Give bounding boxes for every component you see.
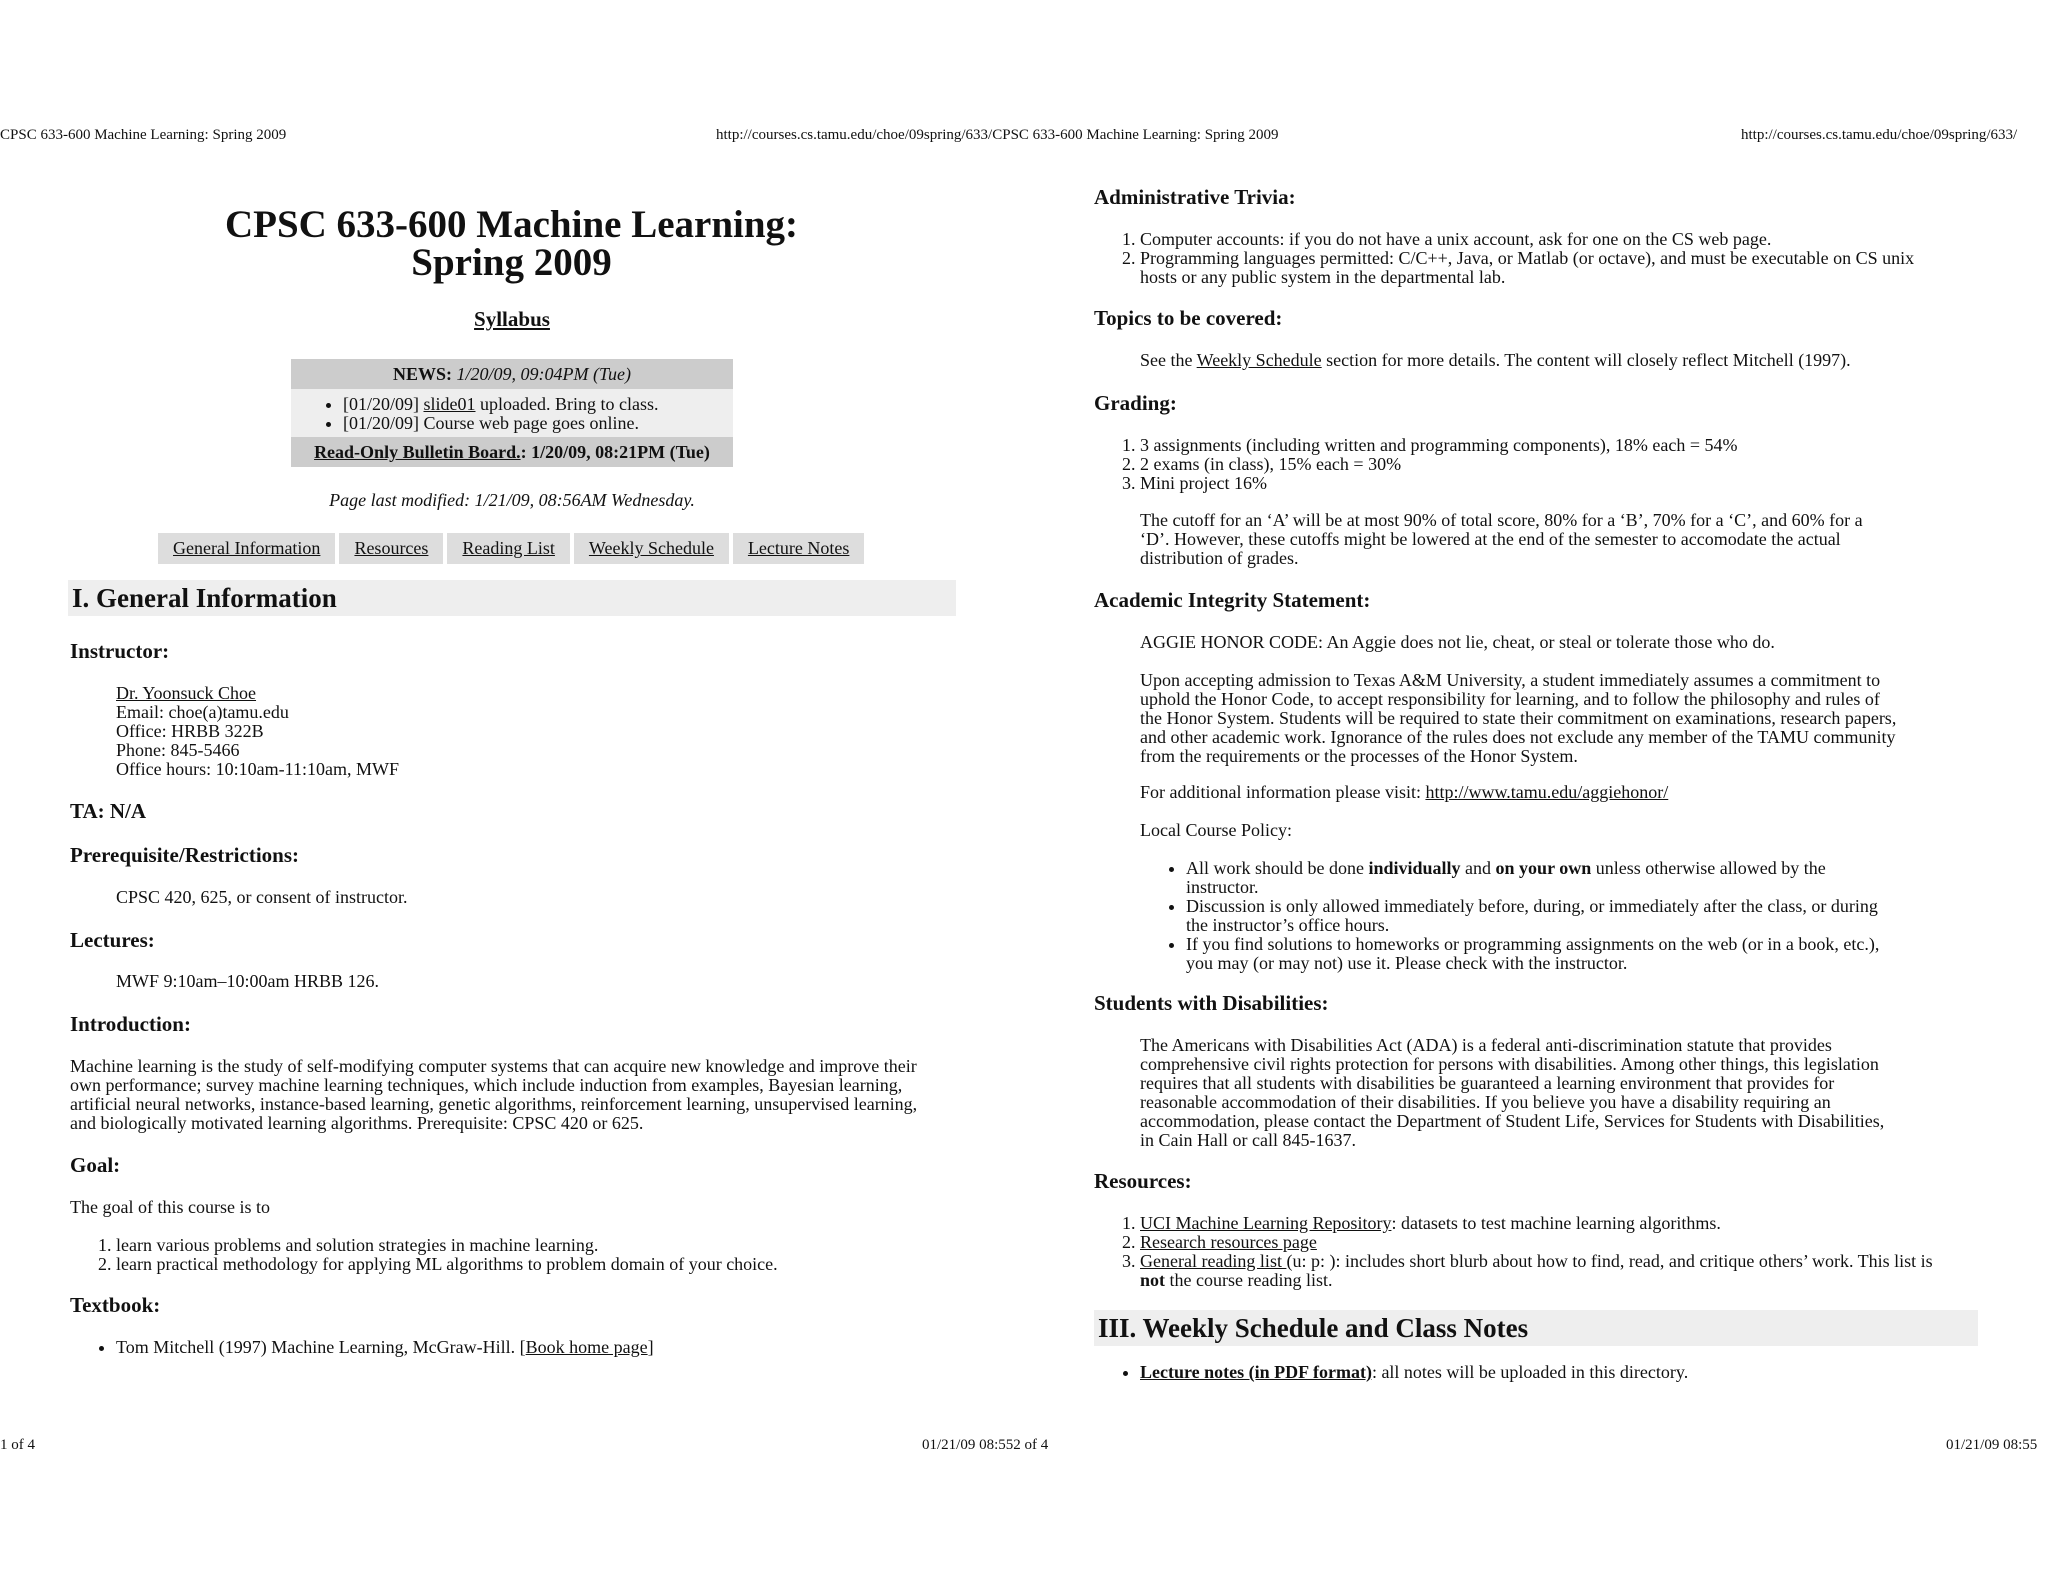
title-line-2: Spring 2009 [411, 241, 612, 284]
resource-item [1140, 1233, 1933, 1252]
news-item [343, 395, 733, 414]
disabilities-line: requires that all students with disabilities be guaranteed a learning environment that provides for [1140, 1073, 1835, 1093]
textbook-close: ] [647, 1337, 654, 1357]
policy-text: If you find solutions to homeworks or programming assignments on the web (or in a book, etc.), [1186, 934, 1880, 954]
weekly-item [1140, 1363, 1688, 1382]
goal-label: Goal: [70, 1153, 121, 1177]
section-weekly-schedule: III. Weekly Schedule and Class Notes [1094, 1310, 1978, 1346]
header-left-title: CPSC 633-600 Machine Learning: Spring 2009 [0, 127, 287, 143]
integrity-line: Upon accepting admission to Texas A&M University, a student immediately assumes a commitment to [1140, 670, 1881, 690]
tab-resources[interactable]: Resources [339, 533, 443, 564]
textbook-item [116, 1338, 654, 1357]
grading-item: 2. 2 exams (in class), 15% each = 30% [1140, 455, 1738, 474]
ta-label: TA: N/A [70, 799, 147, 823]
disabilities-line: accommodation, please contact the Department of Student Life, Services for Students with Disabilities, [1140, 1111, 1885, 1131]
instructor-hours: Office hours: 10:10am-11:10am, MWF [116, 759, 399, 779]
research-resources-link[interactable]: Research resources page [1140, 1232, 1317, 1252]
integrity-paragraph [1140, 671, 1896, 766]
resource-text: the course reading list. [1165, 1270, 1333, 1290]
disabilities-line: comprehensive civil rights protection for persons with disabilities. Among other things, this legislation [1140, 1054, 1879, 1074]
tab-general-information[interactable]: General Information [158, 533, 335, 564]
instructor-phone: Phone: 845-5466 [116, 740, 240, 760]
grading-cutoff-line: distribution of grades. [1140, 548, 1299, 568]
nav-tabs [158, 533, 868, 564]
resource-bold: not [1140, 1270, 1166, 1290]
syllabus-link[interactable]: Syllabus [474, 307, 550, 331]
policy-item [1186, 859, 1879, 897]
introduction-line: own performance; survey machine learning techniques, which include induction from examples, Bayesian learning, [70, 1075, 903, 1095]
admin-trivia-label: Administrative Trivia: [1094, 185, 1296, 209]
textbook-list [70, 1338, 654, 1357]
footer-page-2: 2 of 4 [1013, 1437, 1049, 1453]
policy-text: unless otherwise allowed by the [1591, 858, 1826, 878]
header-right-title: CPSC 633-600 Machine Learning: Spring 2009 [992, 127, 1279, 143]
lecture-notes-link[interactable]: Lecture notes (in PDF format) [1140, 1362, 1372, 1382]
instructor-name-link[interactable]: Dr. Yoonsuck Choe [116, 683, 257, 703]
grading-label: Grading: [1094, 391, 1177, 415]
resource-item [1140, 1252, 1933, 1290]
disabilities-line: in Cain Hall or call 845-1637. [1140, 1130, 1356, 1150]
page-2 [1024, 0, 2048, 1582]
disabilities-label: Students with Disabilities: [1094, 991, 1329, 1015]
goal-intro: The goal of this course is to [70, 1197, 270, 1217]
instructor-label: Instructor: [70, 639, 170, 663]
news-date: 1/20/09, 09:04PM (Tue) [456, 364, 631, 384]
trivia-item [1140, 249, 1914, 287]
integrity-line: the Honor System. Students will be required to state their commitment on examinations, research papers, [1140, 708, 1897, 728]
grading-list [1094, 436, 1738, 493]
news-header [291, 359, 733, 389]
policy-bold: individually [1368, 858, 1461, 878]
disabilities-line: The Americans with Disabilities Act (ADA) is a federal anti-discrimination statute that provides [1140, 1035, 1832, 1055]
tab-lecture-notes[interactable]: Lecture Notes [733, 533, 864, 564]
integrity-line: and other academic work. Ignorance of the rules does not exclude any member of the TAMU community [1140, 727, 1896, 747]
news-item [343, 414, 733, 433]
bulletin-board-date: : 1/20/09, 08:21PM (Tue) [520, 442, 710, 462]
policy-bold: on your own [1495, 858, 1592, 878]
policy-label: Local Course Policy: [1140, 820, 1292, 840]
section-general-information: I. General Information [68, 580, 956, 616]
grading-cutoff-line: The cutoff for an ‘A’ will be at most 90% of total score, 80% for a ‘B’, 70% for a ‘C’, and 60% for a [1140, 510, 1863, 530]
integrity-label: Academic Integrity Statement: [1094, 588, 1371, 612]
topics-post: section for more details. The content will closely reflect Mitchell (1997). [1321, 350, 1851, 370]
trivia-item-continued: hosts or any public system in the departmental lab. [1140, 267, 1506, 287]
footer-page-1: 1 of 4 [0, 1437, 35, 1453]
news-box [291, 359, 733, 467]
grading-cutoff-line: ‘D’. However, these cutoffs might be lowered at the end of the semester to accomodate the actual [1140, 529, 1841, 549]
lectures-label: Lectures: [70, 928, 155, 952]
policy-text: All work should be done [1186, 858, 1369, 878]
resources-label: Resources: [1094, 1169, 1192, 1193]
weekly-list [1094, 1363, 1688, 1382]
honor-code: AGGIE HONOR CODE: An Aggie does not lie, cheat, or steal or tolerate those who do. [1140, 632, 1775, 652]
topics-label: Topics to be covered: [1094, 306, 1283, 330]
footer-datetime-2: 01/21/09 08:55 [1946, 1437, 2038, 1453]
disabilities-text [1140, 1036, 1884, 1150]
instructor-email: Email: choe(a)tamu.edu [116, 702, 289, 722]
news-item-date: [01/20/09] [343, 413, 419, 433]
bulletin-board [291, 437, 733, 467]
slide01-link[interactable]: slide01 [423, 394, 476, 414]
tab-weekly-schedule[interactable]: Weekly Schedule [574, 533, 729, 564]
aggiehonor-link[interactable]: http://www.tamu.edu/aggiehonor/ [1425, 782, 1669, 802]
instructor-office: Office: HRBB 322B [116, 721, 264, 741]
news-label: NEWS: [393, 364, 453, 384]
footer-middle [922, 1436, 1048, 1455]
introduction-text [70, 1057, 917, 1133]
general-reading-list-link[interactable]: General reading list [1140, 1251, 1287, 1271]
introduction-line: artificial neural networks, instance-based learning, genetic algorithms, reinforcement learning, unsupervised learning, [70, 1094, 918, 1114]
header-url-2: http://courses.cs.tamu.edu/choe/09spring/633/ [1741, 127, 2018, 143]
title-line-1: CPSC 633-600 Machine Learning: [224, 203, 799, 246]
policy-text: Discussion is only allowed immediately before, during, or immediately after the class, or during [1186, 896, 1878, 916]
textbook-text: Tom Mitchell (1997) Machine Learning, McGraw-Hill. [ [116, 1337, 526, 1357]
policy-text: instructor. [1186, 877, 1259, 897]
resource-item [1140, 1214, 1933, 1233]
grading-item: 3. Mini project 16% [1140, 474, 1738, 493]
integrity-line: from the requirements or the processes of the Honor System. [1140, 746, 1578, 766]
grading-cutoff [1140, 511, 1863, 568]
bulletin-board-link[interactable]: Read-Only Bulletin Board. [314, 442, 521, 462]
grading-item: 1. 3 assignments (including written and programming components), 18% each = 54% [1140, 436, 1738, 455]
introduction-label: Introduction: [70, 1012, 191, 1036]
page-title [70, 203, 953, 284]
policy-item [1186, 897, 1879, 935]
weekly-text: : all notes will be uploaded in this directory. [1371, 1362, 1689, 1382]
weekly-schedule-link[interactable]: Weekly Schedule [1196, 350, 1322, 370]
introduction-line: Machine learning is the study of self-modifying computer systems that can acquire new knowledge and improve their [70, 1056, 917, 1076]
last-modified: Page last modified: 1/21/09, 08:56AM Wednesday. [329, 490, 695, 510]
tab-reading-list[interactable]: Reading List [447, 533, 570, 564]
disabilities-line: reasonable accommodation of their disabilities. If you believe you have a disability requiring an [1140, 1092, 1831, 1112]
uci-repository-link[interactable]: UCI Machine Learning Repository [1140, 1213, 1392, 1233]
resource-text: (u: p: ): includes short blurb about how to find, read, and critique others’ work. This list is [1286, 1251, 1933, 1271]
topics-pre: See the [1140, 350, 1197, 370]
introduction-line: and biologically motivated learning algorithms. Prerequisite: CPSC 420 or 625. [70, 1113, 644, 1133]
prerequisite-text: CPSC 420, 625, or consent of instructor. [116, 887, 408, 907]
policy-list [1140, 859, 1879, 973]
textbook-label: Textbook: [70, 1293, 161, 1317]
book-home-page-link[interactable]: Book home page [525, 1337, 648, 1357]
news-item-text: Course web page goes online. [423, 413, 639, 433]
visit-text: For additional information please visit: [1140, 782, 1426, 802]
goal-item: 2. learn practical methodology for applying ML algorithms to problem domain of your choice. [116, 1255, 778, 1274]
news-list [291, 389, 733, 437]
trivia-item: 1. Computer accounts: if you do not have a unix account, ask for one on the CS web page. [1140, 230, 1914, 249]
news-item-text: uploaded. Bring to class. [480, 394, 659, 414]
policy-text: the instructor’s office hours. [1186, 915, 1390, 935]
news-item-date: [01/20/09] [343, 394, 419, 414]
header-url-1-text: http://courses.cs.tamu.edu/choe/09spring/633/ [716, 127, 993, 143]
integrity-line: uphold the Honor Code, to accept responsibility for learning, and to follow the philosophy and rules of [1140, 689, 1880, 709]
goal-list [70, 1236, 778, 1274]
footer-datetime-1: 01/21/09 08:55 [922, 1437, 1014, 1453]
resources-list [1094, 1214, 1933, 1290]
topics-text [1140, 351, 1851, 370]
goal-item: 1. learn various problems and solution strategies in machine learning. [116, 1236, 778, 1255]
policy-text: you may (or may not) use it. Please check with the instructor. [1186, 953, 1628, 973]
aggiehonor-visit [1140, 783, 1668, 802]
trivia-item-text: Programming languages permitted: C/C++, Java, or Matlab (or octave), and must be executable on CS unix [1140, 248, 1915, 268]
prerequisite-label: Prerequisite/Restrictions: [70, 843, 300, 867]
instructor-info [116, 684, 399, 779]
admin-trivia-list [1094, 230, 1914, 287]
policy-text: and [1460, 858, 1496, 878]
policy-item [1186, 935, 1879, 973]
resource-text: : datasets to test machine learning algorithms. [1391, 1213, 1721, 1233]
lectures-text: MWF 9:10am–10:00am HRBB 126. [116, 971, 380, 991]
